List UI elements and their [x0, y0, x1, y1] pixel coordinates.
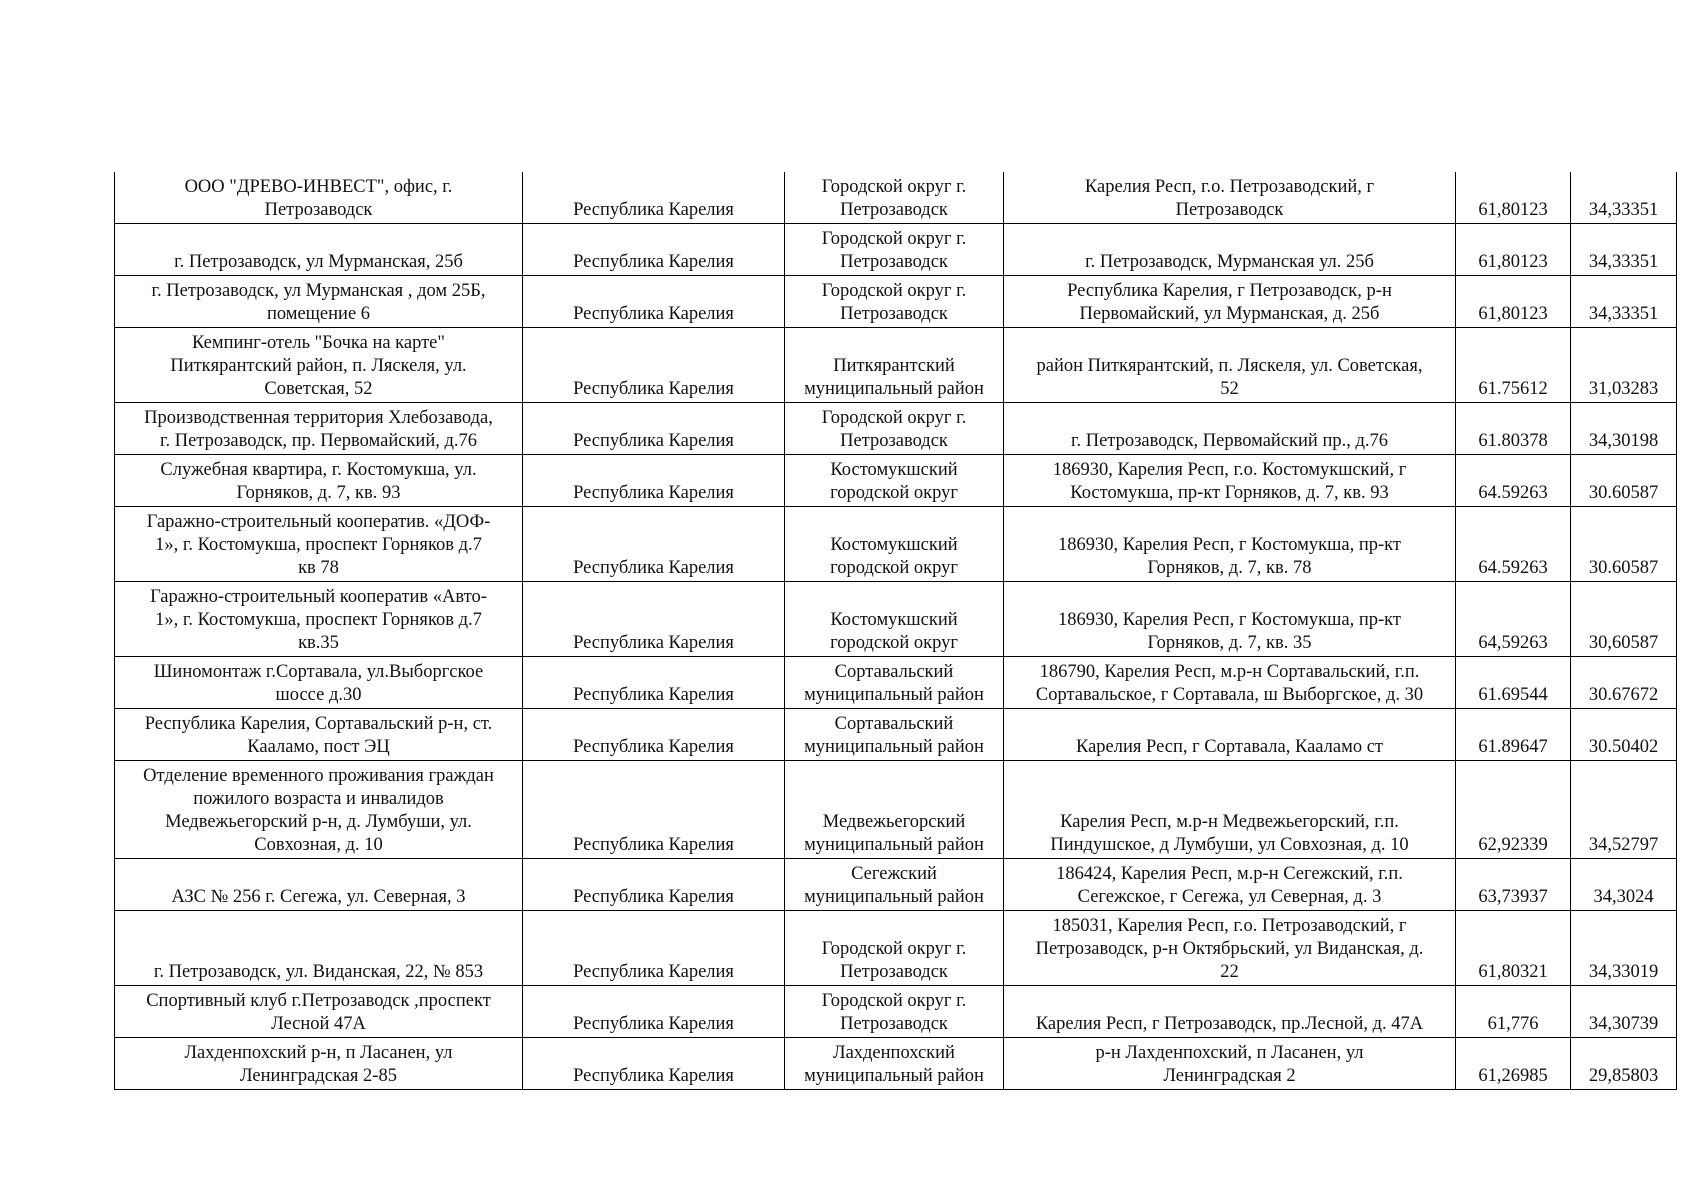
table-row: [115, 1038, 1677, 1090]
facility-name-cell: Гаражно-строительный кооператив. «ДОФ- 1», г. Костомукша, проспект Горняков д.7 кв 78: [115, 507, 523, 582]
region-cell: Республика Карелия: [523, 1038, 785, 1090]
address-cell: Карелия Респ, г Сортавала, Кааламо ст: [1004, 709, 1456, 761]
municipality-cell: Костомукшский городской округ: [785, 507, 1004, 582]
municipality-cell: Костомукшский городской округ: [785, 582, 1004, 657]
address-cell: 185031, Карелия Респ, г.о. Петрозаводский, г Петрозаводск, р-н Октябрьский, ул Виданская, д. 22: [1004, 911, 1456, 986]
longitude-cell: 30.50402: [1571, 709, 1677, 761]
longitude-cell: 31,03283: [1571, 328, 1677, 403]
latitude-cell: 61.80378: [1456, 403, 1571, 455]
longitude-cell: 34,33351: [1571, 172, 1677, 224]
region-cell: Республика Карелия: [523, 911, 785, 986]
longitude-cell: 30,60587: [1571, 582, 1677, 657]
table-row: [115, 403, 1677, 455]
latitude-cell: 64.59263: [1456, 455, 1571, 507]
latitude-cell: 61,776: [1456, 986, 1571, 1038]
region-cell: Республика Карелия: [523, 276, 785, 328]
facilities-table: [114, 172, 1677, 1090]
longitude-cell: 29,85803: [1571, 1038, 1677, 1090]
table-row: [115, 859, 1677, 911]
municipality-cell: Костомукшский городской округ: [785, 455, 1004, 507]
table-row: [115, 276, 1677, 328]
latitude-cell: 64,59263: [1456, 582, 1571, 657]
region-cell: Республика Карелия: [523, 172, 785, 224]
latitude-cell: 61,26985: [1456, 1038, 1571, 1090]
longitude-cell: 34,3024: [1571, 859, 1677, 911]
address-cell: 186930, Карелия Респ, г.о. Костомукшский, г Костомукша, пр-кт Горняков, д. 7, кв. 93: [1004, 455, 1456, 507]
municipality-cell: Городской округ г. Петрозаводск: [785, 224, 1004, 276]
table-row: [115, 224, 1677, 276]
table-body: [115, 172, 1677, 1090]
facility-name-cell: Спортивный клуб г.Петрозаводск ,проспект Лесной 47А: [115, 986, 523, 1038]
table-row: [115, 507, 1677, 582]
region-cell: Республика Карелия: [523, 709, 785, 761]
facility-name-cell: Лахденпохский р-н, п Ласанен, ул Ленинградская 2-85: [115, 1038, 523, 1090]
municipality-cell: Сегежский муниципальный район: [785, 859, 1004, 911]
facility-name-cell: Кемпинг-отель "Бочка на карте" Питкярантский район, п. Ляскеля, ул. Советская, 52: [115, 328, 523, 403]
longitude-cell: 34,33019: [1571, 911, 1677, 986]
table-row: [115, 455, 1677, 507]
region-cell: Республика Карелия: [523, 328, 785, 403]
document-page: [114, 172, 1676, 1090]
facility-name-cell: Гаражно-строительный кооператив «Авто- 1», г. Костомукша, проспект Горняков д.7 кв.35: [115, 582, 523, 657]
address-cell: Карелия Респ, м.р-н Медвежьегорский, г.п. Пиндушское, д Лумбуши, ул Совхозная, д. 10: [1004, 761, 1456, 859]
latitude-cell: 61.75612: [1456, 328, 1571, 403]
municipality-cell: Городской округ г. Петрозаводск: [785, 403, 1004, 455]
table-row: [115, 582, 1677, 657]
latitude-cell: 61,80123: [1456, 224, 1571, 276]
region-cell: Республика Карелия: [523, 403, 785, 455]
region-cell: Республика Карелия: [523, 986, 785, 1038]
municipality-cell: Медвежьегорский муниципальный район: [785, 761, 1004, 859]
longitude-cell: 34,33351: [1571, 276, 1677, 328]
longitude-cell: 30.60587: [1571, 455, 1677, 507]
latitude-cell: 61,80123: [1456, 172, 1571, 224]
address-cell: 186930, Карелия Респ, г Костомукша, пр-кт Горняков, д. 7, кв. 35: [1004, 582, 1456, 657]
latitude-cell: 61,80123: [1456, 276, 1571, 328]
address-cell: 186790, Карелия Респ, м.р-н Сортавальский, г.п. Сортавальское, г Сортавала, ш Выборгское, д. 30: [1004, 657, 1456, 709]
municipality-cell: Сортавальский муниципальный район: [785, 657, 1004, 709]
facility-name-cell: г. Петрозаводск, ул. Виданская, 22, № 853: [115, 911, 523, 986]
region-cell: Республика Карелия: [523, 507, 785, 582]
table-row: [115, 709, 1677, 761]
address-cell: р-н Лахденпохский, п Ласанен, ул Ленинградская 2: [1004, 1038, 1456, 1090]
facility-name-cell: Республика Карелия, Сортавальский р-н, ст. Кааламо, пост ЭЦ: [115, 709, 523, 761]
table-row: [115, 328, 1677, 403]
municipality-cell: Питкярантский муниципальный район: [785, 328, 1004, 403]
facility-name-cell: г. Петрозаводск, ул Мурманская, 25б: [115, 224, 523, 276]
facility-name-cell: Служебная квартира, г. Костомукша, ул. Горняков, д. 7, кв. 93: [115, 455, 523, 507]
latitude-cell: 61,80321: [1456, 911, 1571, 986]
municipality-cell: Городской округ г. Петрозаводск: [785, 911, 1004, 986]
address-cell: г. Петрозаводск, Первомайский пр., д.76: [1004, 403, 1456, 455]
latitude-cell: 61.89647: [1456, 709, 1571, 761]
facility-name-cell: Производственная территория Хлебозавода, г. Петрозаводск, пр. Первомайский, д.76: [115, 403, 523, 455]
table-row: [115, 657, 1677, 709]
region-cell: Республика Карелия: [523, 455, 785, 507]
address-cell: г. Петрозаводск, Мурманская ул. 25б: [1004, 224, 1456, 276]
latitude-cell: 63,73937: [1456, 859, 1571, 911]
region-cell: Республика Карелия: [523, 761, 785, 859]
address-cell: Карелия Респ, г Петрозаводск, пр.Лесной, д. 47А: [1004, 986, 1456, 1038]
longitude-cell: 34,33351: [1571, 224, 1677, 276]
table-row: [115, 986, 1677, 1038]
latitude-cell: 64.59263: [1456, 507, 1571, 582]
facility-name-cell: АЗС № 256 г. Сегежа, ул. Северная, 3: [115, 859, 523, 911]
municipality-cell: Городской округ г. Петрозаводск: [785, 172, 1004, 224]
municipality-cell: Городской округ г. Петрозаводск: [785, 986, 1004, 1038]
region-cell: Республика Карелия: [523, 657, 785, 709]
longitude-cell: 34,30198: [1571, 403, 1677, 455]
municipality-cell: Сортавальский муниципальный район: [785, 709, 1004, 761]
facility-name-cell: Шиномонтаж г.Сортавала, ул.Выборгское шоссе д.30: [115, 657, 523, 709]
address-cell: 186424, Карелия Респ, м.р-н Сегежский, г.п. Сегежское, г Сегежа, ул Северная, д. 3: [1004, 859, 1456, 911]
latitude-cell: 61.69544: [1456, 657, 1571, 709]
latitude-cell: 62,92339: [1456, 761, 1571, 859]
address-cell: район Питкярантский, п. Ляскеля, ул. Советская, 52: [1004, 328, 1456, 403]
facility-name-cell: ООО "ДРЕВО-ИНВЕСТ", офис, г. Петрозаводск: [115, 172, 523, 224]
municipality-cell: Лахденпохский муниципальный район: [785, 1038, 1004, 1090]
region-cell: Республика Карелия: [523, 582, 785, 657]
municipality-cell: Городской округ г. Петрозаводск: [785, 276, 1004, 328]
facility-name-cell: Отделение временного проживания граждан пожилого возраста и инвалидов Медвежьегорский р-н, д. Лумбуши, ул. Совхозная, д. 10: [115, 761, 523, 859]
region-cell: Республика Карелия: [523, 859, 785, 911]
longitude-cell: 34,30739: [1571, 986, 1677, 1038]
facility-name-cell: г. Петрозаводск, ул Мурманская , дом 25Б, помещение 6: [115, 276, 523, 328]
longitude-cell: 30.60587: [1571, 507, 1677, 582]
table-row: [115, 761, 1677, 859]
address-cell: Карелия Респ, г.о. Петрозаводский, г Петрозаводск: [1004, 172, 1456, 224]
address-cell: 186930, Карелия Респ, г Костомукша, пр-кт Горняков, д. 7, кв. 78: [1004, 507, 1456, 582]
table-row: [115, 172, 1677, 224]
longitude-cell: 30.67672: [1571, 657, 1677, 709]
longitude-cell: 34,52797: [1571, 761, 1677, 859]
region-cell: Республика Карелия: [523, 224, 785, 276]
address-cell: Республика Карелия, г Петрозаводск, р-н Первомайский, ул Мурманская, д. 25б: [1004, 276, 1456, 328]
table-row: [115, 911, 1677, 986]
